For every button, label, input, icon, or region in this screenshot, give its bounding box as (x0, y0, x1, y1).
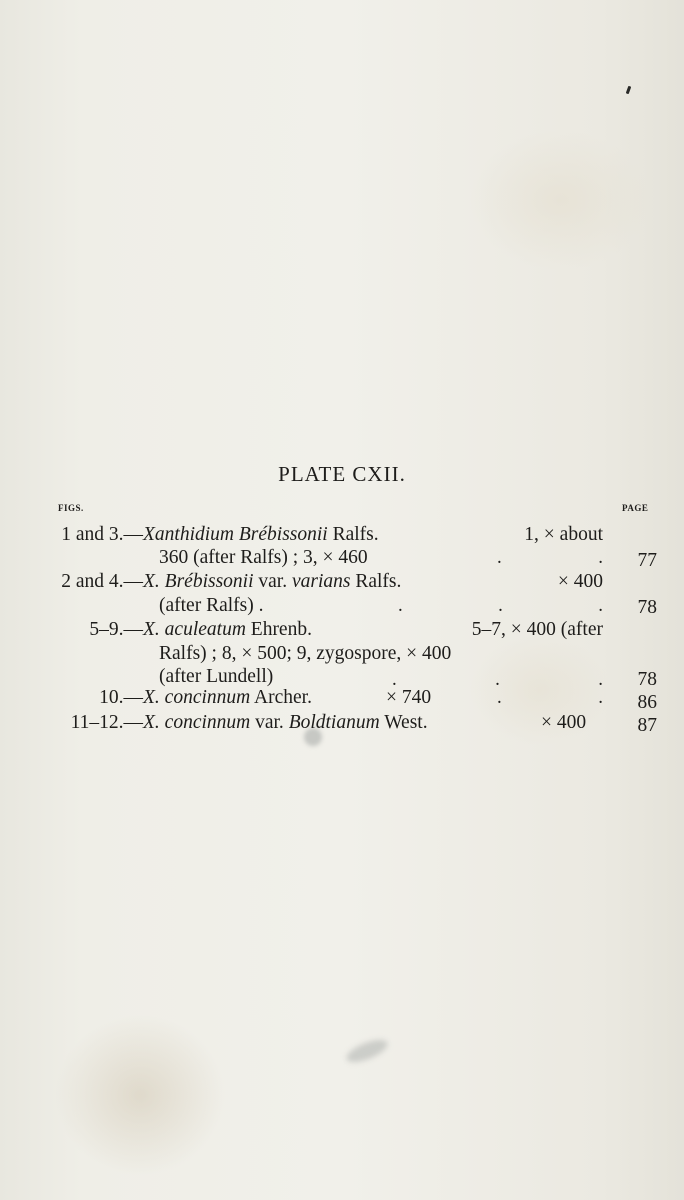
magnification-note: 1, × about (524, 524, 603, 545)
page-number: 77 (637, 550, 657, 571)
figs-column-header: FIGS. (58, 503, 84, 513)
variety-name: Boldtianum (288, 712, 380, 733)
magnification-note: × 740 (386, 687, 432, 708)
species-name: aculeatum (164, 619, 246, 640)
species-name: Brébissonii (238, 524, 328, 545)
magnification-note: 5–7, × 400 (after (471, 619, 603, 640)
magnification-note: × 400 (557, 571, 603, 592)
author-name: Ralfs. (355, 571, 402, 592)
variety-marker: var. (255, 712, 284, 733)
author-name: West. (384, 712, 428, 733)
variety-marker: var. (258, 571, 288, 592)
genus-name: Xanthidium (143, 524, 234, 545)
leader-dots: . . (497, 547, 603, 568)
variety-name: varians (291, 571, 351, 592)
magnification-note: × 400 (541, 712, 587, 733)
genus-name: X. (143, 712, 160, 733)
plate-title: PLATE CXII. (278, 462, 406, 486)
genus-name: X. (143, 571, 160, 592)
figure-numbers: 2 and 4.— (61, 571, 143, 592)
magnification-note: (after Ralfs) . (159, 595, 264, 616)
species-name: concinnum (164, 687, 251, 708)
magnification-note: 360 (after Ralfs) ; 3, × 460 (159, 547, 368, 568)
figure-numbers: 11–12.— (70, 712, 143, 733)
magnification-note: Ralfs) ; 8, × 500; 9, zygospore, × 400 (159, 643, 452, 664)
figure-numbers: 1 and 3.— (61, 524, 143, 545)
author-name: Ralfs. (332, 524, 379, 545)
genus-name: X. (143, 687, 160, 708)
genus-name: X. (143, 619, 160, 640)
author-name: Archer. (254, 687, 312, 708)
author-name: Ehrenb. (250, 619, 312, 640)
page-number: 86 (637, 692, 657, 713)
leader-dots: . . (497, 687, 603, 708)
page-number: 78 (637, 669, 657, 690)
page-column-header: PAGE (622, 503, 649, 513)
species-name: Brébissonii (164, 571, 254, 592)
page-number: 87 (637, 715, 657, 736)
leader-dots: . . . (392, 669, 603, 690)
page-number: 78 (637, 597, 657, 618)
leader-dots: . . . (398, 595, 603, 616)
figure-numbers: 5–9.— (89, 619, 143, 640)
magnification-note: (after Lundell) (159, 666, 274, 687)
species-name: concinnum (164, 712, 251, 733)
figure-numbers: 10.— (99, 687, 143, 708)
